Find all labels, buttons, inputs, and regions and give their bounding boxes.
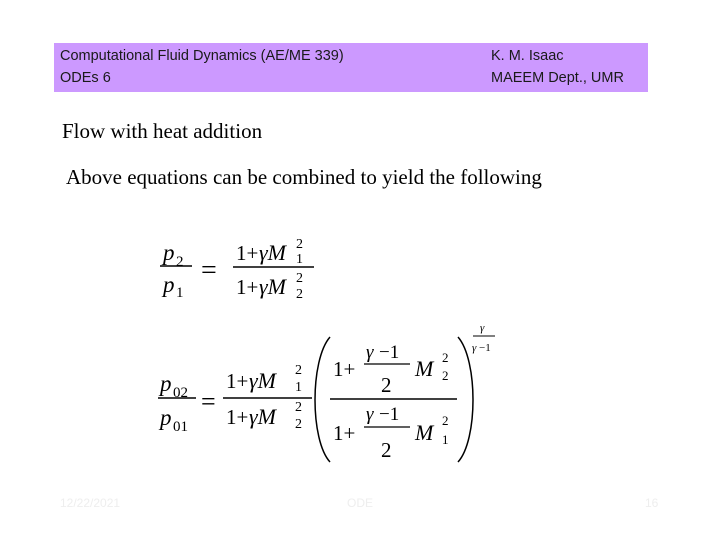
svg-text:p: p	[160, 405, 172, 430]
svg-text:=: =	[201, 387, 216, 416]
pressure-ratio-equation	[160, 237, 314, 302]
svg-text:1+: 1+	[333, 421, 356, 445]
svg-text:1: 1	[442, 432, 449, 447]
svg-text:γM: γM	[259, 240, 286, 265]
svg-text:2: 2	[176, 254, 184, 270]
svg-text:γM: γM	[259, 274, 286, 299]
svg-text:1: 1	[176, 285, 184, 301]
svg-text:γM: γM	[249, 368, 276, 393]
svg-text:2: 2	[296, 237, 303, 252]
course-title: Computational Fluid Dynamics (AE/ME 339)	[60, 48, 344, 64]
svg-text:2: 2	[295, 363, 302, 378]
department-label: MAEEM Dept., UMR	[491, 70, 624, 86]
svg-text:1+: 1+	[226, 369, 249, 393]
svg-text:1: 1	[296, 252, 303, 267]
svg-text:γ: γ	[480, 322, 485, 334]
svg-text:1+: 1+	[333, 357, 356, 381]
svg-text:01: 01	[173, 419, 188, 435]
svg-text:−1: −1	[379, 342, 400, 363]
topic-label: ODEs 6	[60, 70, 111, 86]
footer-date: 12/22/2021	[60, 496, 121, 510]
svg-text:2: 2	[295, 417, 302, 432]
svg-text:M: M	[415, 356, 434, 381]
svg-text:2: 2	[295, 400, 302, 415]
svg-text:=: =	[201, 255, 217, 286]
svg-text:−1: −1	[479, 342, 491, 354]
svg-text:2: 2	[442, 368, 449, 383]
svg-text:γ: γ	[366, 342, 374, 363]
svg-text:2: 2	[381, 438, 392, 462]
svg-text:1+: 1+	[236, 241, 259, 265]
svg-text:1+: 1+	[226, 405, 249, 429]
svg-text:p: p	[163, 240, 175, 265]
svg-text:02: 02	[173, 385, 188, 401]
svg-text:−1: −1	[379, 404, 400, 425]
svg-text:2: 2	[381, 373, 392, 397]
slide-subtitle: Above equations can be combined to yield the following	[66, 165, 542, 189]
svg-text:p: p	[160, 371, 172, 396]
svg-text:2: 2	[296, 271, 303, 286]
slide-title: Flow with heat addition	[62, 119, 263, 143]
svg-text:γM: γM	[249, 404, 276, 429]
svg-text:M: M	[415, 420, 434, 445]
svg-text:2: 2	[442, 350, 449, 365]
svg-text:p: p	[163, 272, 175, 297]
stagnation-pressure-ratio-equation	[158, 322, 495, 462]
author-name: K. M. Isaac	[491, 48, 564, 64]
footer-page-number: 16	[645, 496, 659, 510]
svg-text:γ: γ	[366, 404, 374, 425]
footer-center-label: ODE	[347, 496, 374, 510]
svg-text:2: 2	[296, 287, 303, 302]
svg-text:γ: γ	[472, 342, 477, 354]
svg-text:1: 1	[295, 380, 302, 395]
svg-text:2: 2	[442, 413, 449, 428]
svg-text:1+: 1+	[236, 275, 259, 299]
